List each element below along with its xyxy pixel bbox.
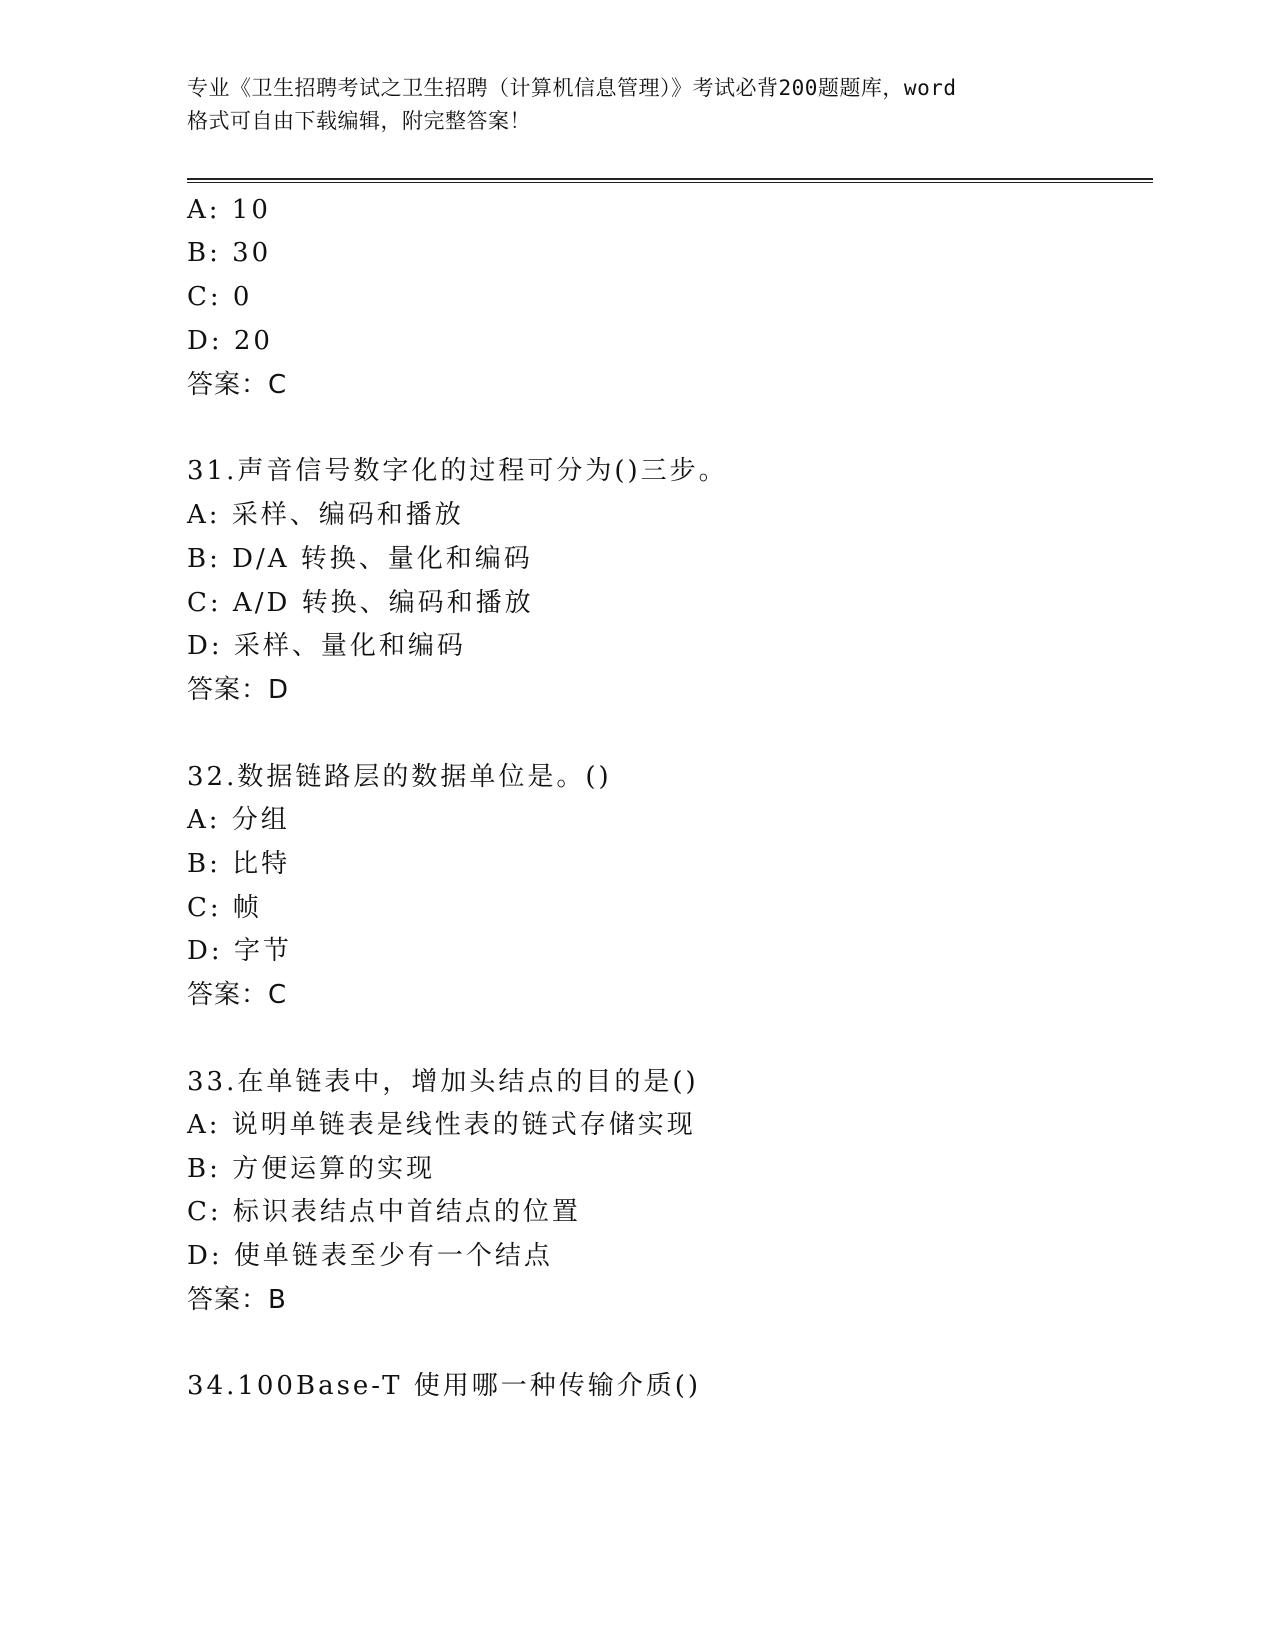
q31-option-c: C: A/D 转换、编码和播放 [187, 588, 534, 618]
q33-option-b: B: 方便运算的实现 [187, 1154, 436, 1184]
q33-answer: 答案：B [187, 1285, 287, 1315]
header-divider [187, 178, 1153, 183]
q31-answer: 答案：D [187, 675, 290, 705]
q32-option-d: D: 字节 [187, 936, 292, 966]
q30-option-d: D: 20 [187, 326, 273, 356]
q32-option-b: B: 比特 [187, 849, 291, 879]
q31-option-a: A: 采样、编码和播放 [187, 500, 464, 530]
q31-question: 31.声音信号数字化的过程可分为()三步。 [187, 456, 728, 486]
q32-question: 32.数据链路层的数据单位是。() [187, 762, 612, 792]
q30-answer: 答案：C [187, 370, 288, 400]
q31-option-d: D: 采样、量化和编码 [187, 631, 466, 661]
q33-option-a: A: 说明单链表是线性表的链式存储实现 [187, 1110, 696, 1140]
q32-option-c: C: 帧 [187, 893, 262, 923]
q33-option-d: D: 使单链表至少有一个结点 [187, 1241, 553, 1271]
q30-option-a: A: 10 [187, 195, 271, 225]
q31-option-b: B: D/A 转换、量化和编码 [187, 544, 533, 574]
q34-question: 34.100Base-T 使用哪一种传输介质() [187, 1371, 702, 1401]
header-line-2: 格式可自由下载编辑，附完整答案！ [187, 109, 531, 133]
q32-option-a: A: 分组 [187, 805, 290, 835]
q30-option-c: C: 0 [187, 282, 253, 312]
q33-option-c: C: 标识表结点中首结点的位置 [187, 1197, 581, 1227]
q33-question: 33.在单链表中，增加头结点的目的是() [187, 1067, 699, 1097]
header-line-1: 专业《卫生招聘考试之卫生招聘（计算机信息管理）》考试必背200题题库，word [187, 76, 957, 100]
q32-answer: 答案：C [187, 980, 288, 1010]
document-header [187, 72, 1087, 138]
q30-option-b: B: 30 [187, 238, 272, 268]
